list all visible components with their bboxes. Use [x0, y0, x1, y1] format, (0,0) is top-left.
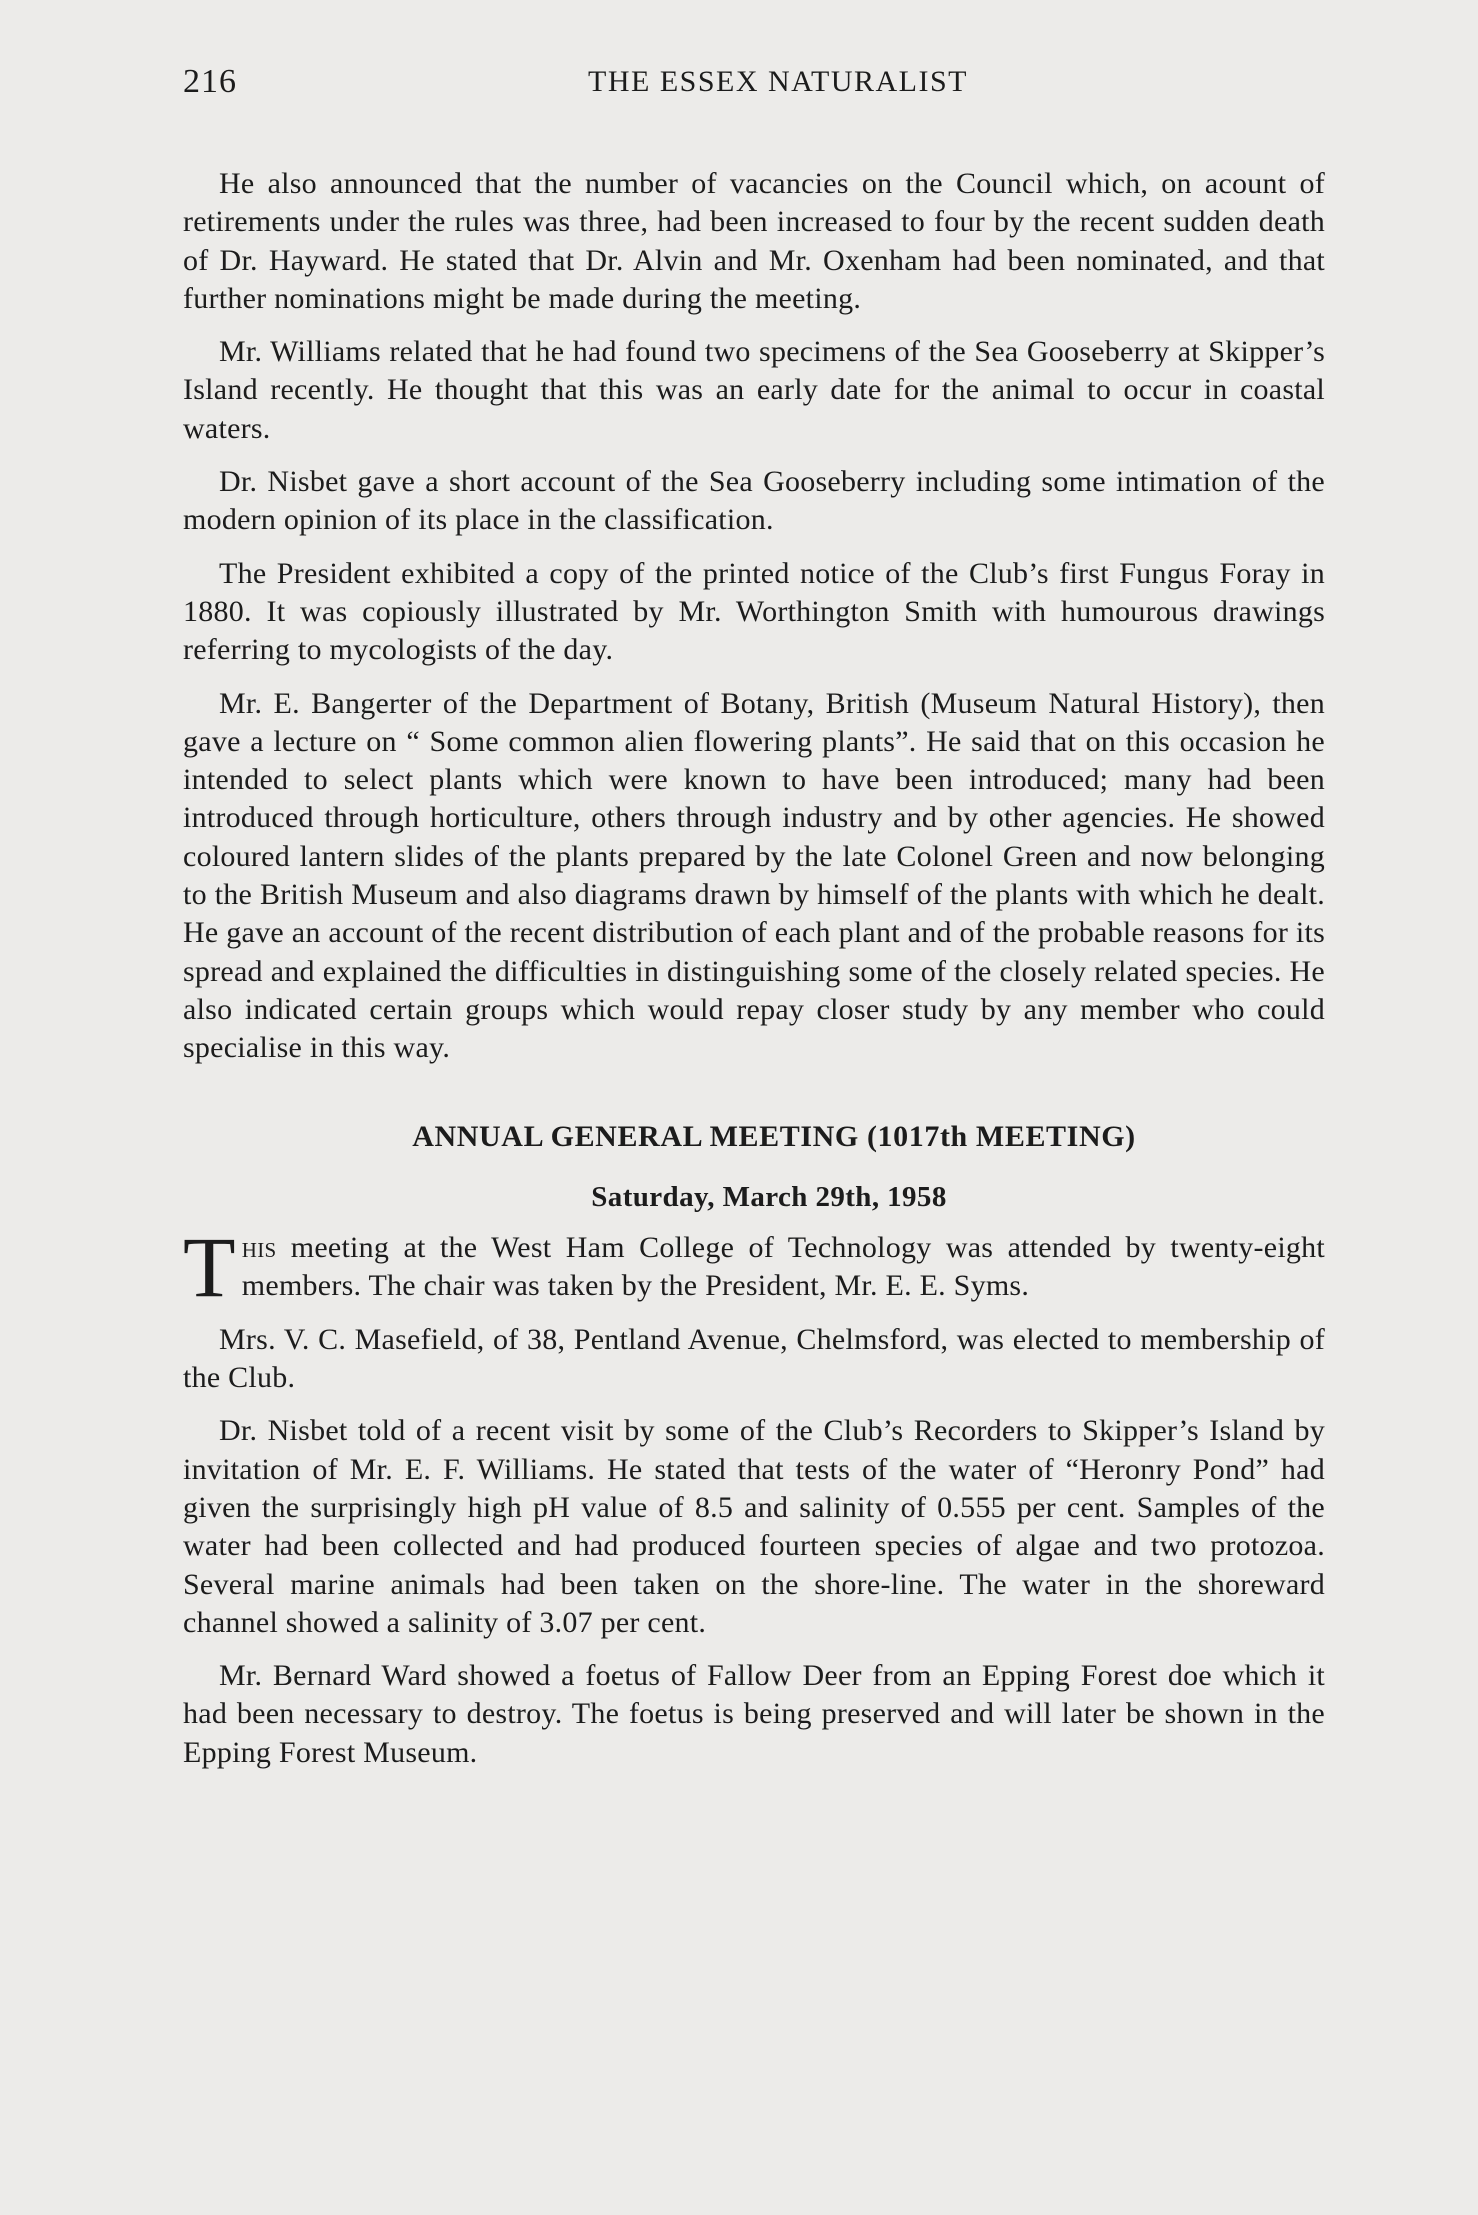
- paragraph: The President exhibited a copy of the printed notice of the Club’s first Fungus Foray in 1880. It was copiously illustrated by Mr. Worthington Smith with humourous drawings referring to mycologists of the day.: [183, 556, 1325, 667]
- body-text: [183, 165, 1325, 1787]
- meeting-date: Saturday, March 29th, 1958: [591, 1180, 947, 1213]
- drop-cap: T: [183, 1219, 236, 1316]
- paragraph: Dr. Nisbet told of a recent visit by some of the Club’s Recorders to Skipper’s Island by invitation of Mr. E. F. Williams. He stated that tests of the water of “Heronry Pond” had given the surprisingly high pH value of 8.5 and salinity of 0.555 per cent. Samples of the water had been collected and had produced fourteen species of algae and two protozoa. Several marine animals had been taken on the shore-line. The water in the shoreward channel showed a salinity of 3.07 per cent.: [183, 1414, 1325, 1639]
- small-caps-run: his: [241, 1231, 277, 1265]
- paragraph: Mrs. V. C. Masefield, of 38, Pentland Avenue, Chelmsford, was elected to membership of the Club.: [183, 1322, 1325, 1395]
- section-heading: ANNUAL GENERAL MEETING (1017th MEETING): [412, 1119, 1136, 1153]
- journal-title: THE ESSEX NATURALIST: [588, 65, 968, 98]
- paragraph-text: meeting at the West Ham College of Technology was attended by twenty-eight members. The chair was taken by the President, Mr. E. E. Syms.: [241, 1231, 1325, 1303]
- paragraph: Mr. Williams related that he had found two specimens of the Sea Gooseberry at Skipper’s Island recently. He thought that this was an early date for the animal to occur in coastal waters.: [183, 335, 1325, 445]
- paragraph: Dr. Nisbet gave a short account of the Sea Gooseberry including some intimation of the modern opinion of its place in the classification.: [183, 465, 1325, 537]
- running-head: [183, 63, 1323, 113]
- paragraph-with-drop-cap: [183, 1219, 1325, 1316]
- page-number: 216: [183, 63, 237, 100]
- paragraph: Mr. Bernard Ward showed a foetus of Fallow Deer from an Epping Forest doe which it had been necessary to destroy. The foetus is being preserved and will later be shown in the Epping Forest Museum.: [183, 1659, 1325, 1769]
- paragraph: He also announced that the number of vacancies on the Council which, on acount of retirements under the rules was three, had been increased to four by the recent sudden death of Dr. Hayward. He stated that Dr. Alvin and Mr. Oxenham had been nominated, and that further nominations might be made during the meeting.: [183, 167, 1325, 315]
- paragraph: Mr. E. Bangerter of the Department of Botany, British (Museum Natural History), then gave a lecture on “ Some common alien flowering plants”. He said that on this occasion he intended to select plants which were known to have been introduced; many had been introduced through horticulture, others through industry and by other agencies. He showed coloured lantern slides of the plants prepared by the late Colonel Green and now belonging to the British Museum and also diagrams drawn by himself of the plants with which he dealt. He gave an account of the recent distribution of each plant and of the probable reasons for its spread and explained the difficulties in distinguishing some of the closely related species. He also indicated certain groups which would repay closer study by any member who could specialise in this way.: [183, 686, 1325, 1065]
